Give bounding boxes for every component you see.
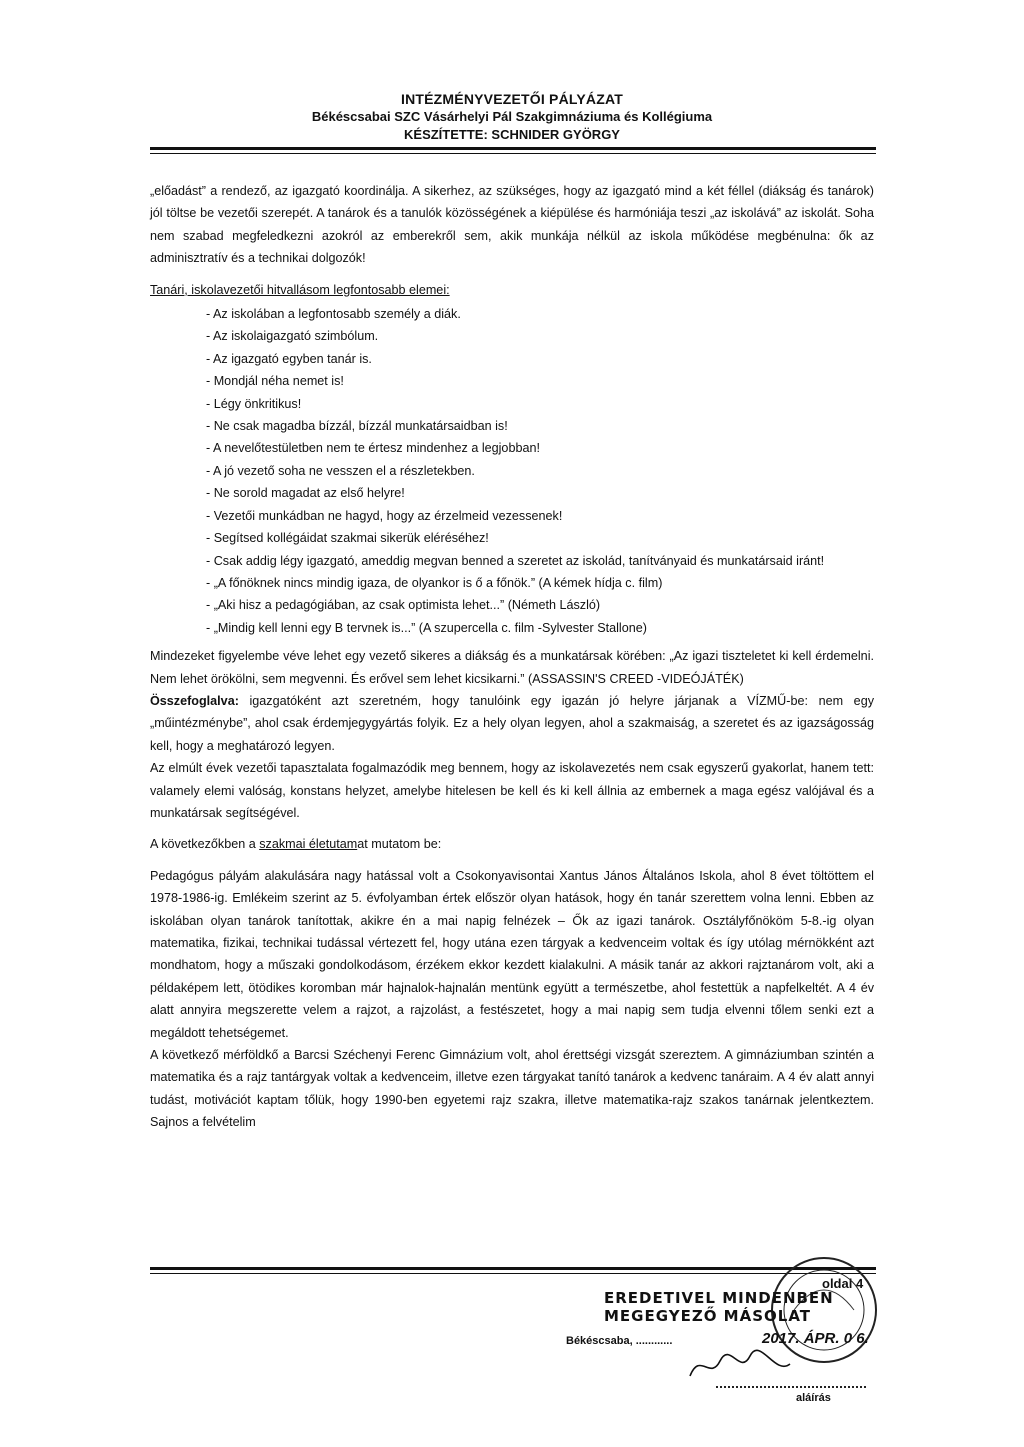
list-item: - Az iskolaigazgató szimbólum. (206, 329, 379, 344)
list-item: - Ne sorold magadat az első helyre! (206, 486, 405, 501)
summary-label: Összefoglalva: (150, 693, 239, 708)
list-item: - Ne csak magadba bízzál, bízzál munkatársaidban is! (206, 419, 508, 434)
list-item: - A nevelőtestületben nem te értesz mindenhez a legjobban! (206, 441, 540, 456)
cv-intro (150, 833, 874, 855)
main-content (150, 180, 874, 1134)
summary-paragraph-1: Mindezeket figyelembe véve lehet egy vezető sikeres a diákság és a munkatársak körében: „Az igazi tiszteletet ki kell érdemelni. Nem lehet örökölni, sem megvenni. És erővel sem lehet kicsikarni.” (ASSASSIN'S CREED -VIDEÓJÁTÉK) (150, 649, 874, 686)
signature-label: aláírás (796, 1392, 831, 1404)
summary-paragraph-2 (150, 690, 874, 757)
page-number-value: 4 (855, 1276, 864, 1291)
list-item: - „Mindig kell lenni egy B tervnek is...” (A szupercella c. film -Sylvester Stallone) (206, 620, 647, 635)
page-header (150, 90, 874, 144)
signature-dotted-line (716, 1386, 866, 1388)
stamp-line-2: MEGEGYEZŐ MÁSOLAT (604, 1307, 811, 1325)
list-item: - Vezetői munkádban ne hagyd, hogy az érzelmeid vezessenek! (206, 508, 563, 523)
cv-intro-underlined: szakmai életutam (259, 837, 358, 852)
list-item: - „A főnöknek nincs mindig igaza, de olyankor is ő a főnök.” (A kémek hídja c. film) (206, 575, 663, 590)
summary-paragraph-3: Az elmúlt évek vezetői tapasztalata fogalmazódik meg bennem, hogy az iskolavezetés nem csak egyszerű gyakorlat, hanem tett: valamely elemi valóság, konstans helyzet, amelybe hitelesen be kell és ki kell állnia az embernek a maga egész valójával és a munkatársak segítségével. (150, 761, 874, 820)
stamp-city-text: Békéscsaba, (566, 1335, 633, 1347)
list-item: - Csak addig légy igazgató, ameddig megvan benned a szeretet az iskolád, tanítványaid és munkatársaid iránt! (206, 553, 825, 568)
page-label: oldal (822, 1276, 853, 1291)
signature-icon (680, 1346, 800, 1386)
stamp-city (566, 1335, 672, 1347)
list-item: - Légy önkritikus! (206, 396, 302, 411)
header-rule-thick (150, 147, 876, 150)
list-heading: Tanári, iskolavezetői hitvallásom legfontosabb elemei: (150, 282, 450, 297)
list-item: - Mondjál néha nemet is! (206, 374, 344, 389)
header-title: INTÉZMÉNYVEZETŐI PÁLYÁZAT (400, 91, 623, 107)
list-item: - „Aki hisz a pedagógiában, az csak optimista lehet...” (Németh László) (206, 598, 601, 613)
credo-list (150, 303, 874, 639)
cv-paragraph-2: A következő mérföldkő a Barcsi Széchenyi Ferenc Gimnázium volt, ahol érettségi vizsgát szereztem. A gimnáziumban szintén a matematika és a rajz tantárgyak voltak a kedvenceim, illetve ezen tárgyakat tanító tanárok a kedvenc tanáraim. A 4 év alatt annyi tudást, motivációt kaptam tőlük, hogy 1990-ben egyetemi rajz szakra, illetve matematika-rajz szakos tanárnak jelentkeztem. Sajnos a felvételim (150, 1048, 874, 1130)
list-item: - Az igazgató egyben tanár is. (206, 351, 372, 366)
header-rule-thin (150, 153, 876, 154)
list-item: - Segítsed kollégáidat szakmai sikerük eléréséhez! (206, 531, 489, 546)
stamp-date: 2017. ÁPR. 0 6. (762, 1330, 869, 1347)
list-item: - Az iskolában a legfontosabb személy a diák. (206, 307, 461, 322)
stamp-line-1: EREDETIVEL MINDENBEN (604, 1289, 834, 1307)
header-school: Békéscsabai SZC Vásárhelyi Pál Szakgimnáziuma és Kollégiuma (311, 109, 713, 124)
intro-paragraph: „előadást” a rendező, az igazgató koordinálja. A sikerhez, az szükséges, hogy az igazgató mind a két féllel (diákság és tanárok) jól töltse be vezetői szerepét. A tanárok és a tanulók közösségének a kiépülése és harmóniája teszi „az iskolává” az iskolát. Soha nem szabad megfeledkezni azokról az emberekről sem, akik munkája nélkül az iskola működése megbénulna: ők az adminisztratív és a technikai dolgozók! (150, 184, 874, 266)
header-author: KÉSZÍTETTE: SCHNIDER GYÖRGY (404, 127, 620, 142)
summary-text: igazgatóként azt szeretném, hogy tanulóink egy igazán jó helyre járjanak a VÍZMŰ-be: nem egy „műintézménybe”, ahol csak érdemjegygyártás folyik. Ez a hely olyan legyen, ahol a szakmaiság, a szeretet és az igazságosság kell, hogy a meghatározó legyen. (150, 693, 874, 753)
cv-paragraph-1: Pedagógus pályám alakulására nagy hatással volt a Csokonyavisontai Xantus János Általános Iskola, ahol 8 évet töltöttem el 1978-1986-ig. Emlékeim szerint az 5. évfolyamban értek először olyan hatások, hogy én tanár szerettem volna lenni. Ebben az iskolában olyan tanárok tanítottak, akikre én a mai napig felnézek – Ők az igazi tanárok. Osztályfőnököm 5-8.-ig olyan matematika, fizikai, technikai tudással vértezett fel, hogy utána ezen tárgyak a kedvenceim voltak és így utólag mérnökként azt mondhatom, hogy a műszaki gondolkodásom, érzékem ekkor kezdett kialakulni. A másik tanár az akkori rajztanárom volt, aki a példaképem lett, ötödikes koromban már hajnalok-hajnalán mentünk együtt a természetbe, ahol festettük a napfelkeltét. A 4 év alatt annyira megszerette velem a rajzot, a rajzolást, a festészetet, hogy a mai napig sem tudja elvenni tőlem senki ezt a megáldott tehetségemet. (150, 868, 874, 1040)
cv-intro-pre: A következőkben a (150, 837, 260, 852)
cv-intro-post: at mutatom be: (357, 837, 442, 852)
stamp-dots: ............ (632, 1335, 673, 1347)
list-item: - A jó vezető soha ne vesszen el a részletekben. (206, 463, 475, 478)
